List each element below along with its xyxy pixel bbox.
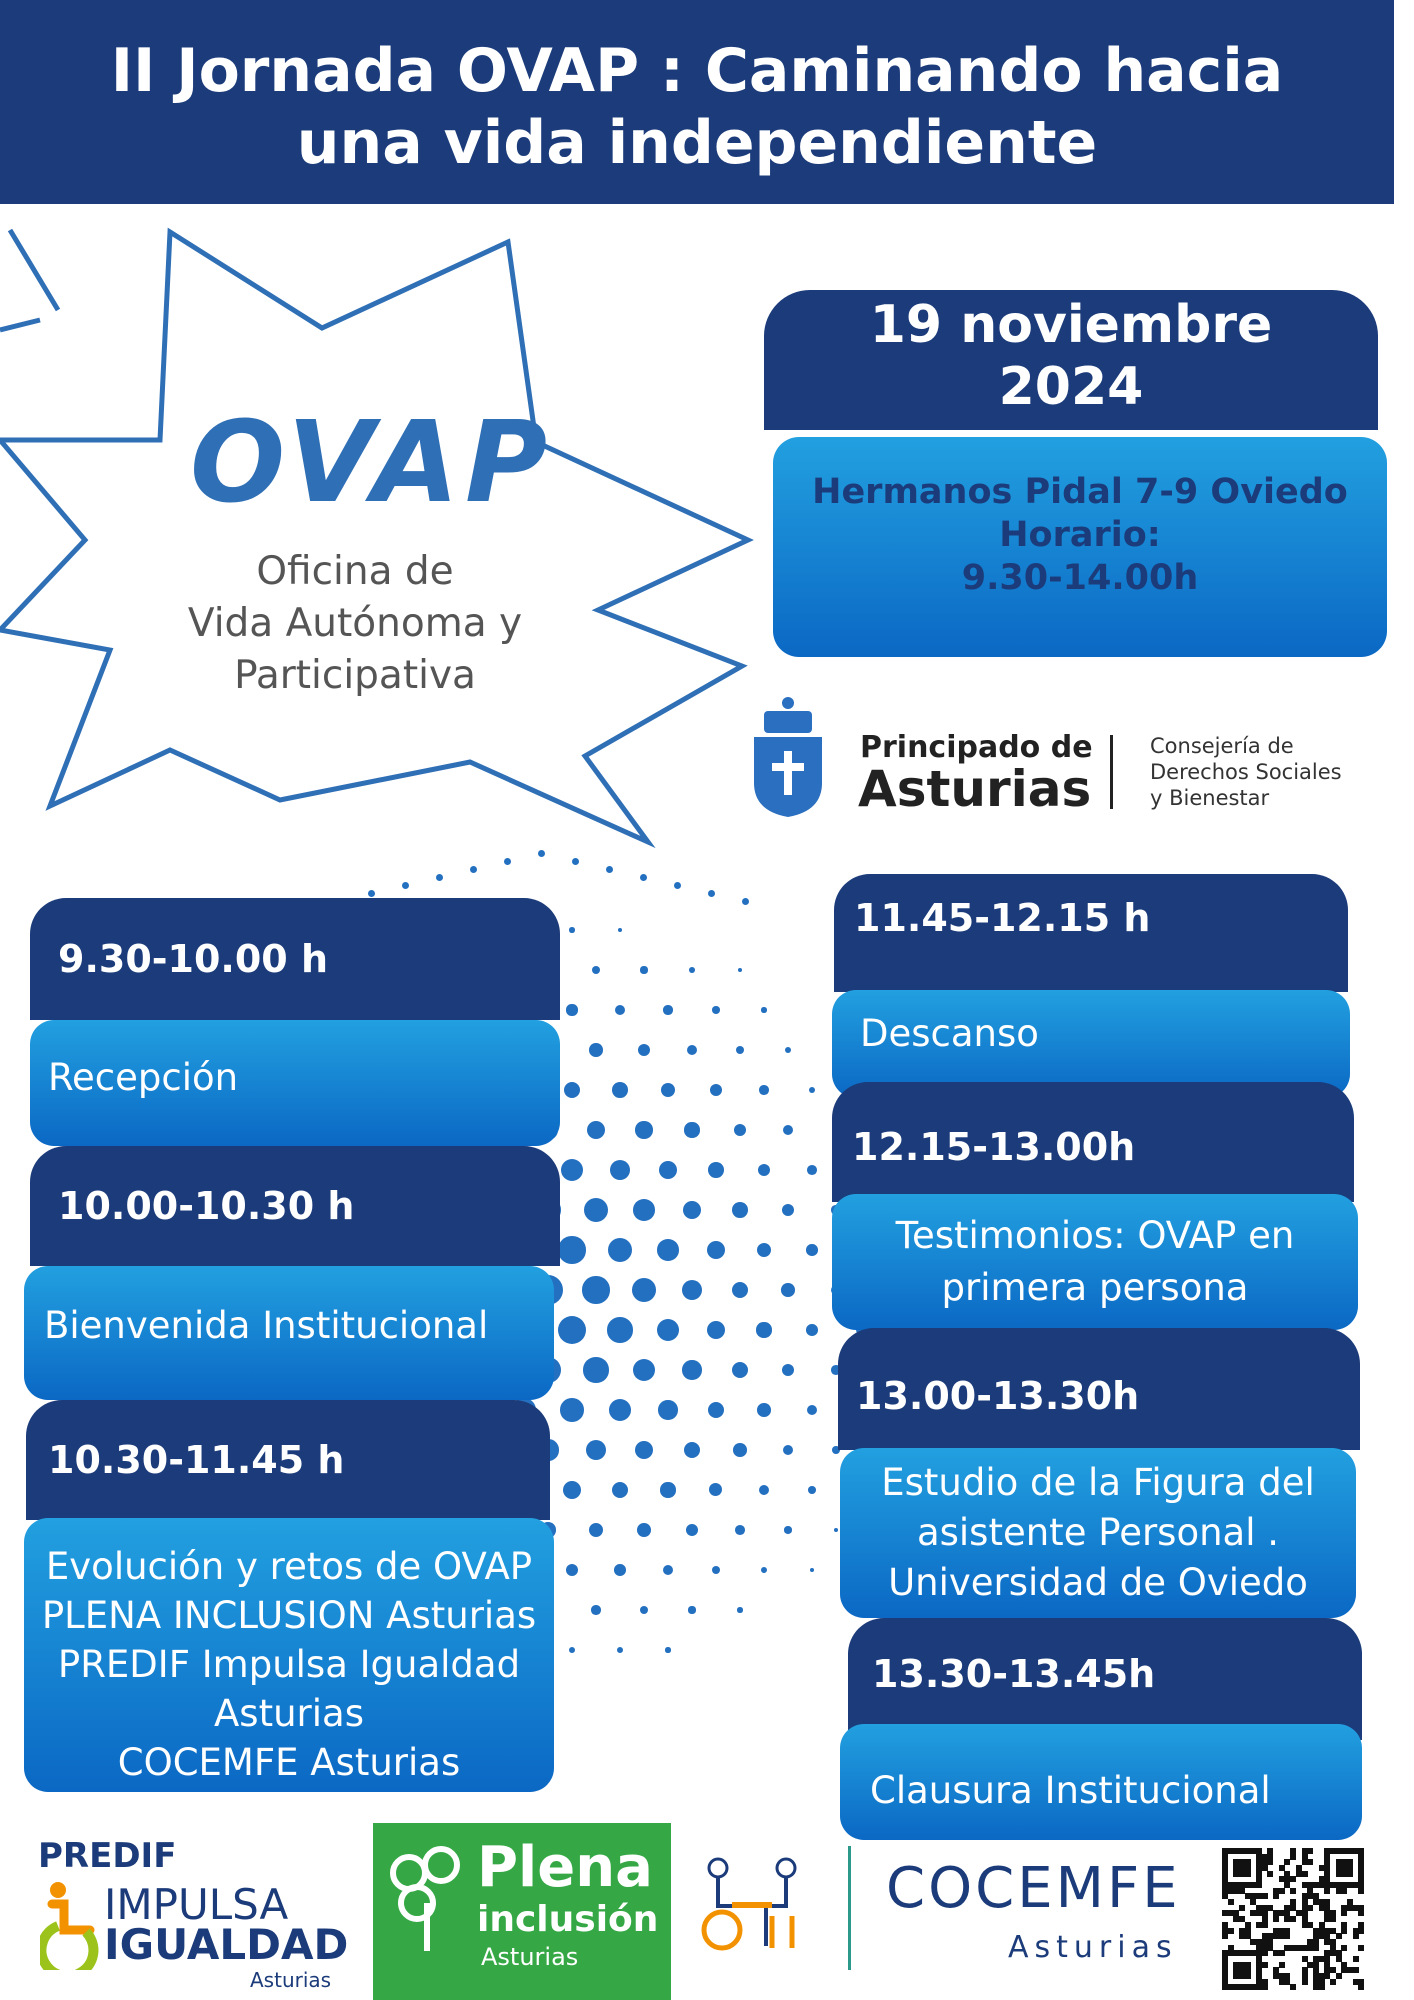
qr-module <box>1279 1962 1285 1968</box>
predif-person-icon <box>40 1880 110 1970</box>
halftone-dot <box>587 1121 606 1140</box>
halftone-dot <box>756 1322 771 1337</box>
slot-time-1330: 13.30-13.45h <box>848 1618 1362 1740</box>
halftone-dot <box>759 1485 769 1495</box>
halftone-dot <box>632 1278 656 1302</box>
halftone-dot <box>617 1647 623 1653</box>
halftone-dot <box>710 1084 722 1096</box>
event-date-line2: 2024 <box>998 357 1144 417</box>
halftone-dot <box>732 1202 748 1218</box>
halftone-dot <box>607 1317 632 1342</box>
qr-module <box>1302 1979 1308 1985</box>
halftone-dot <box>709 1483 722 1496</box>
event-hours-label: Horario: <box>999 515 1161 555</box>
halftone-dot <box>640 1606 648 1614</box>
qr-module <box>1302 1871 1308 1877</box>
halftone-dot <box>560 1398 584 1422</box>
qr-module <box>1228 1928 1234 1934</box>
plena-inclusion-logo <box>373 1823 671 2000</box>
qr-module <box>1273 1916 1279 1922</box>
halftone-dot <box>659 1161 677 1179</box>
slot-desc-line: COCEMFE Asturias <box>117 1741 461 1784</box>
footer-divider <box>848 1846 851 1970</box>
slot-desc-testimonios <box>832 1194 1358 1330</box>
halftone-dot <box>737 1607 742 1612</box>
slot-desc-line: Testimonios: OVAP en <box>895 1214 1295 1257</box>
halftone-dot <box>761 1567 767 1573</box>
qr-module <box>1341 1888 1347 1894</box>
cocemfe-region: Asturias <box>1008 1930 1178 1965</box>
halftone-dot <box>742 898 749 905</box>
halftone-dot <box>732 1282 749 1299</box>
halftone-dot <box>834 1528 839 1533</box>
predif-logo-top: PREDIF <box>38 1836 177 1876</box>
qr-module <box>1358 1910 1364 1916</box>
halftone-dot <box>708 1162 724 1178</box>
ovap-subtitle-line3: Participativa <box>234 653 476 698</box>
halftone-dot <box>707 1321 726 1340</box>
halftone-dot <box>758 1164 771 1177</box>
principado-title: Principado de <box>860 730 1093 765</box>
halftone-dot <box>566 1564 578 1576</box>
halftone-dot <box>612 1082 628 1098</box>
qr-module <box>1290 1984 1296 1990</box>
qr-module <box>1341 1945 1347 1951</box>
halftone-dot <box>633 1359 655 1381</box>
qr-module <box>1290 1854 1296 1860</box>
plena-word: Plena <box>477 1835 653 1900</box>
event-date-line1: 19 noviembre <box>869 295 1273 355</box>
slot-desc-line: Clausura Institucional <box>870 1769 1271 1812</box>
halftone-dot <box>663 1565 673 1575</box>
slot-desc-line: primera persona <box>941 1266 1249 1309</box>
halftone-dot <box>806 1324 818 1336</box>
ovap-subtitle-line1: Oficina de <box>256 549 454 594</box>
qr-module <box>1358 1945 1364 1951</box>
halftone-dot <box>809 1087 816 1094</box>
halftone-dot <box>582 1276 609 1303</box>
qr-code[interactable] <box>1222 1848 1364 1990</box>
halftone-dot <box>584 1198 608 1222</box>
principado-name: Asturias <box>858 760 1092 818</box>
halftone-dot <box>569 1647 576 1654</box>
halftone-dot <box>808 1486 816 1494</box>
event-address: Hermanos Pidal 7-9 Oviedo <box>812 472 1348 512</box>
halftone-dot <box>612 1482 629 1499</box>
halftone-dot <box>663 1005 672 1014</box>
halftone-dot <box>614 1564 626 1576</box>
halftone-dot <box>558 1316 586 1344</box>
plena-clover-icon <box>387 1843 467 1953</box>
consejeria-line2: Derechos Sociales <box>1150 760 1342 784</box>
qr-module <box>1353 1956 1359 1962</box>
qr-module <box>1222 1933 1228 1939</box>
qr-module <box>1262 1962 1268 1968</box>
halftone-dot <box>538 850 545 857</box>
halftone-dot <box>608 1238 633 1263</box>
qr-module <box>1330 1979 1336 1985</box>
qr-module <box>1279 1888 1285 1894</box>
event-hours: 9.30-14.00h <box>961 558 1199 598</box>
slot-desc-estudio <box>840 1448 1356 1618</box>
halftone-dot <box>783 1445 794 1456</box>
qr-module <box>1341 1910 1347 1916</box>
slot-desc-line: Descanso <box>860 1012 1039 1055</box>
slot-desc-line: Asturias <box>214 1692 364 1735</box>
qr-module <box>1307 1859 1313 1865</box>
halftone-dot <box>640 966 647 973</box>
halftone-dot <box>564 1082 581 1099</box>
halftone-dot <box>707 1241 725 1259</box>
halftone-dot <box>665 1647 670 1652</box>
halftone-dot <box>682 1360 701 1379</box>
qr-module <box>1228 1899 1234 1905</box>
halftone-dot <box>635 1441 654 1460</box>
halftone-dot <box>708 1402 725 1419</box>
halftone-dot <box>684 1122 699 1137</box>
halftone-dot <box>712 1566 721 1575</box>
slot-desc-line: asistente Personal . <box>916 1511 1280 1554</box>
slot-desc-recepcion <box>30 1020 560 1146</box>
halftone-dot <box>783 1125 793 1135</box>
predif-impulsa: IMPULSA <box>104 1880 289 1929</box>
halftone-dot <box>806 1244 818 1256</box>
halftone-dot <box>782 1364 795 1377</box>
halftone-dot <box>657 1239 679 1261</box>
halftone-dot <box>782 1204 794 1216</box>
halftone-dot <box>504 858 511 865</box>
qr-module <box>1307 1905 1313 1911</box>
slot-desc-line: Evolución y retos de OVAP <box>45 1545 533 1588</box>
halftone-dot <box>569 927 574 932</box>
halftone-dot <box>589 1523 604 1538</box>
halftone-dot <box>736 1046 745 1055</box>
slot-desc-line: PREDIF Impulsa Igualdad <box>57 1643 521 1686</box>
halftone-dot <box>807 1165 817 1175</box>
qr-module <box>1358 1984 1364 1990</box>
slot-desc-clausura <box>840 1724 1362 1840</box>
qr-module <box>1245 1871 1251 1877</box>
halftone-dot <box>591 1605 600 1614</box>
halftone-dot <box>589 1043 603 1057</box>
halftone-dot <box>674 882 681 889</box>
qr-module <box>1353 1967 1359 1973</box>
qr-module <box>1324 1888 1330 1894</box>
halftone-dot <box>688 1606 695 1613</box>
slot-desc-evolucion <box>24 1518 554 1792</box>
halftone-dot <box>735 1525 745 1535</box>
halftone-dot <box>684 1442 700 1458</box>
qr-module <box>1319 1984 1325 1990</box>
slot-time-1215: 12.15-13.00h <box>832 1082 1354 1202</box>
ovap-subtitle-line2: Vida Autónoma y <box>187 601 523 646</box>
qr-module <box>1267 1871 1273 1877</box>
halftone-dot <box>583 1357 608 1382</box>
qr-module <box>1358 1888 1364 1894</box>
halftone-dot <box>618 928 623 933</box>
halftone-dot <box>566 1004 577 1015</box>
qr-module <box>1336 1933 1342 1939</box>
slot-time-0930: 9.30-10.00 h <box>30 898 560 1020</box>
qr-module <box>1353 1933 1359 1939</box>
qr-module <box>1313 1945 1319 1951</box>
qr-module <box>1256 1882 1262 1888</box>
halftone-dot <box>687 1045 698 1056</box>
halftone-dot <box>784 1526 791 1533</box>
halftone-dot <box>757 1403 771 1417</box>
qr-module <box>1262 1984 1268 1990</box>
halftone-dot <box>470 866 477 873</box>
qr-module <box>1290 1916 1296 1922</box>
qr-module <box>1341 1928 1347 1934</box>
header-title-line1: II Jornada OVAP : Caminando hacia <box>110 36 1284 106</box>
halftone-dot <box>563 1481 581 1499</box>
halftone-dot <box>558 1236 585 1263</box>
qr-module <box>1239 1905 1245 1911</box>
qr-module <box>1267 1859 1273 1865</box>
qr-module <box>1290 1876 1296 1882</box>
halftone-dot <box>561 1159 583 1181</box>
halftone-dot <box>657 1319 679 1341</box>
predif-igualdad: IGUALDAD <box>104 1920 349 1969</box>
halftone-dot <box>660 1482 675 1497</box>
halftone-dot <box>637 1523 651 1537</box>
halftone-dot <box>638 1044 650 1056</box>
halftone-dot <box>682 1280 702 1300</box>
halftone-dot <box>759 1085 769 1095</box>
halftone-dot <box>785 1047 791 1053</box>
halftone-dot <box>610 1160 631 1181</box>
halftone-dot <box>689 967 695 973</box>
qr-module <box>1245 1973 1251 1979</box>
qr-module <box>1279 1950 1285 1956</box>
slot-time-1300: 13.00-13.30h <box>838 1328 1360 1450</box>
halftone-dot <box>761 1007 766 1012</box>
consejeria-line1: Consejería de <box>1150 734 1294 758</box>
slot-desc-bienvenida <box>24 1266 554 1400</box>
slot-desc-line: PLENA INCLUSION Asturias <box>41 1594 537 1637</box>
halftone-dot <box>640 874 647 881</box>
halftone-dot <box>712 1006 719 1013</box>
qr-module <box>1262 1893 1268 1899</box>
qr-module <box>1284 1933 1290 1939</box>
cocemfe-name: COCEMFE <box>886 1856 1181 1921</box>
halftone-dot <box>592 966 600 974</box>
slot-desc-line: Bienvenida Institucional <box>44 1304 489 1347</box>
halftone-dot <box>615 1005 625 1015</box>
qr-module <box>1290 1888 1296 1894</box>
halftone-dot <box>733 1443 747 1457</box>
plena-region: Asturias <box>481 1943 579 1971</box>
slot-time-1000: 10.00-10.30 h <box>30 1146 560 1266</box>
wheelchair-meeting-icon <box>692 1856 812 1956</box>
plena-inclusion-word: inclusión <box>477 1899 659 1940</box>
slot-desc-line: Recepción <box>48 1056 239 1099</box>
qr-module <box>1262 1922 1268 1928</box>
halftone-dot <box>686 1524 698 1536</box>
slot-time-1145: 11.45-12.15 h <box>834 874 1348 992</box>
halftone-dot <box>661 1083 675 1097</box>
halftone-dot <box>633 1199 655 1221</box>
halftone-dot <box>708 890 715 897</box>
ovap-logo-word: OVAP <box>190 398 554 528</box>
qr-module <box>1358 1928 1364 1934</box>
slot-time-1030: 10.30-11.45 h <box>26 1400 550 1520</box>
qr-module <box>1336 1973 1342 1979</box>
consejeria-line3: y Bienestar <box>1150 786 1270 810</box>
halftone-dot <box>635 1121 652 1138</box>
header-title-line2: una vida independiente <box>296 108 1098 178</box>
halftone-dot <box>732 1362 748 1378</box>
halftone-dot <box>658 1400 677 1419</box>
halftone-dot <box>436 874 443 881</box>
halftone-dot <box>402 882 409 889</box>
halftone-dot <box>368 890 375 897</box>
halftone-dot <box>683 1201 702 1220</box>
halftone-dot <box>810 1568 814 1572</box>
halftone-dot <box>781 1283 795 1297</box>
qr-module <box>1284 1859 1290 1865</box>
halftone-dot <box>586 1440 606 1460</box>
qr-module <box>1307 1848 1313 1854</box>
halftone-dot <box>609 1399 631 1421</box>
slot-desc-line: Universidad de Oviedo <box>888 1561 1308 1604</box>
halftone-dot <box>606 866 613 873</box>
slot-desc-line: Estudio de la Figura del <box>881 1461 1315 1504</box>
qr-module <box>1273 1893 1279 1899</box>
qr-module <box>1347 1871 1353 1877</box>
halftone-dot <box>738 968 742 972</box>
halftone-dot <box>807 1405 817 1415</box>
halftone-dot <box>572 858 579 865</box>
halftone-dot <box>757 1243 772 1258</box>
qr-module <box>1262 1950 1268 1956</box>
predif-region: Asturias <box>250 1968 332 1992</box>
halftone-dot <box>734 1124 747 1137</box>
qr-module <box>1330 1916 1336 1922</box>
